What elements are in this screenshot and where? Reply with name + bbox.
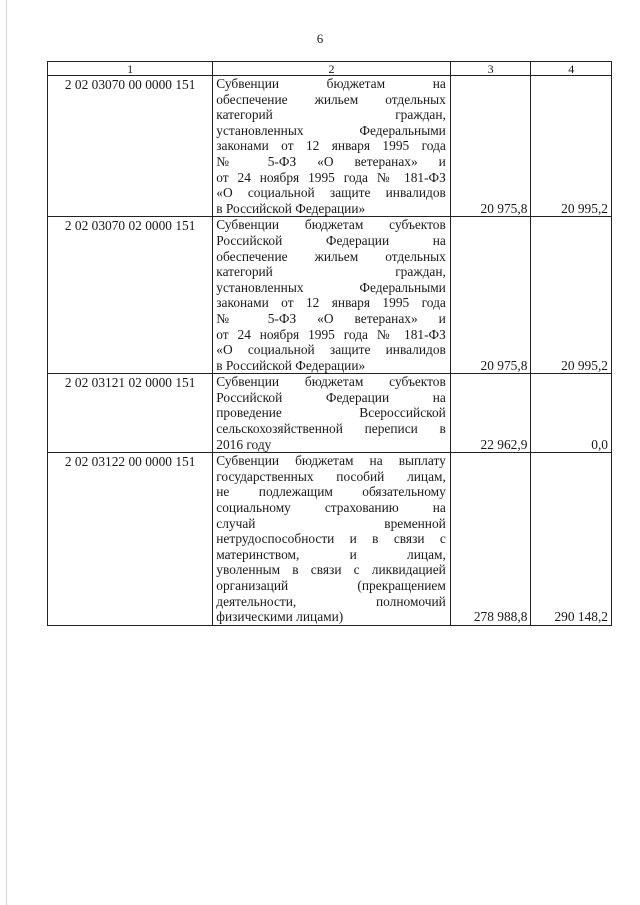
table-row xyxy=(48,453,612,626)
description-line: «О социальной защите инвалидов xyxy=(216,185,446,201)
description-line: деятельности, полномочий xyxy=(216,593,446,609)
description-line: установленных Федеральными xyxy=(216,122,446,138)
description-line: законами от 12 января 1995 года xyxy=(216,138,446,154)
description-line: случай временной xyxy=(216,515,446,531)
description-line: № 5-ФЗ «О ветеранах» и xyxy=(216,153,446,169)
budget-code-cell: 2 02 03070 02 0000 151 xyxy=(48,217,213,374)
description-line: Субвенции бюджетам на выплату xyxy=(216,453,446,469)
description-line: № 5-ФЗ «О ветеранах» и xyxy=(216,310,446,326)
column-header-value-3: 3 xyxy=(450,62,531,76)
description-line: в Российской Федерации» xyxy=(216,200,366,216)
description-line: материнством, и лицам, xyxy=(216,546,446,562)
description-line: в Российской Федерации» xyxy=(216,357,366,373)
description-line: Российской Федерации на xyxy=(216,232,446,248)
value-3-cell: 20 975,8 xyxy=(450,217,531,374)
budget-code-cell: 2 02 03121 02 0000 151 xyxy=(48,374,213,453)
page-number: 6 xyxy=(316,31,324,46)
description-line: физическими лицами) xyxy=(216,609,344,625)
description-line: не подлежащим обязательному xyxy=(216,484,446,500)
value-3-cell: 278 988,8 xyxy=(450,453,531,626)
description-cell xyxy=(213,76,451,217)
table-row xyxy=(48,217,612,374)
value-4-cell: 20 995,2 xyxy=(531,217,612,374)
description-line: законами от 12 января 1995 года xyxy=(216,295,446,311)
description-line: Субвенции бюджетам субъектов xyxy=(216,217,446,233)
description-line: категорий граждан, xyxy=(216,107,446,123)
column-header-code: 1 xyxy=(48,62,213,76)
description-cell xyxy=(213,217,451,374)
description-line: от 24 ноября 1995 года № 181-ФЗ xyxy=(216,169,446,185)
description-line: Субвенции бюджетам на xyxy=(216,76,446,91)
description-line: проведение Всероссийской xyxy=(216,405,446,421)
description-line: социальному страхованию на xyxy=(216,500,446,516)
table-header-row xyxy=(48,62,612,76)
description-line: Российской Федерации на xyxy=(216,389,446,405)
budget-code-cell: 2 02 03070 00 0000 151 xyxy=(48,76,213,217)
description-line: обеспечение жильем отдельных xyxy=(216,91,446,107)
description-line: «О социальной защите инвалидов xyxy=(216,342,446,358)
table-body xyxy=(48,76,612,626)
table-row xyxy=(48,76,612,217)
description-line: установленных Федеральными xyxy=(216,279,446,295)
column-header-description: 2 xyxy=(213,62,451,76)
description-line: уволенным в связи с ликвидацией xyxy=(216,562,446,578)
description-line: категорий граждан, xyxy=(216,264,446,280)
description-line: 2016 году xyxy=(216,436,272,452)
description-line: от 24 ноября 1995 года № 181-ФЗ xyxy=(216,326,446,342)
budget-code-cell: 2 02 03122 00 0000 151 xyxy=(48,453,213,626)
description-cell xyxy=(213,374,451,453)
value-3-cell: 20 975,8 xyxy=(450,76,531,217)
description-line: нетрудоспособности и в связи с xyxy=(216,531,446,547)
description-line: Субвенции бюджетам субъектов xyxy=(216,374,446,390)
value-3-cell: 22 962,9 xyxy=(450,374,531,453)
value-4-cell: 0,0 xyxy=(531,374,612,453)
column-header-value-4: 4 xyxy=(531,62,612,76)
table-row xyxy=(48,374,612,453)
budget-table xyxy=(47,61,612,626)
value-4-cell: 20 995,2 xyxy=(531,76,612,217)
value-4-cell: 290 148,2 xyxy=(531,453,612,626)
description-line: государственных пособий лицам, xyxy=(216,468,446,484)
description-line: сельскохозяйственной переписи в xyxy=(216,421,446,437)
description-cell xyxy=(213,453,451,626)
scan-edge-line xyxy=(6,0,7,905)
description-line: обеспечение жильем отдельных xyxy=(216,248,446,264)
description-line: организаций (прекращением xyxy=(216,578,446,593)
